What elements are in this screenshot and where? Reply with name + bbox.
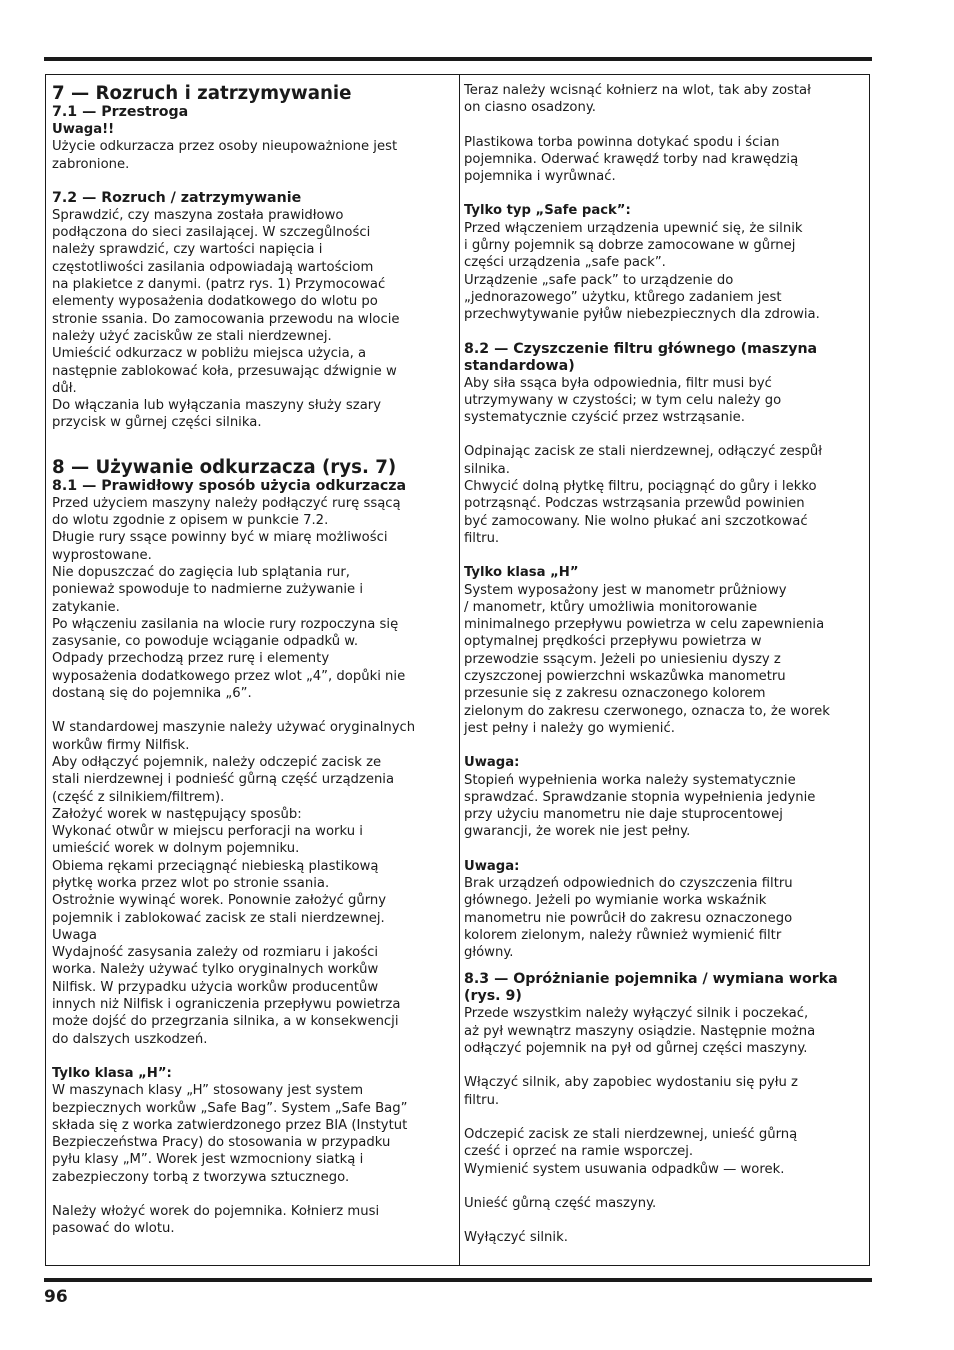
class-h-text-right: System wyposażony jest w manometr průżniowy / manometr, ktůry umożliwia monitorowanie minimalnego przepływu powietrza w celu zapewnienia optymalnej prędkości przepływu powietrza w przewodzie ssącym. Jeżeli po uniesieniu dyszy z czyszczonej powierzchni wskazůwka manometru przesunie się z zakresu oznaczonego kolorem zielonym do zakresu czerwonego, oznacza to, że worek jest pełny i należy go wymienić.: [464, 582, 830, 736]
section-8-1-title: 8.1 — Prawidłowy sposób użycia odkurzacza: [52, 477, 407, 494]
section-8-3-text-5: Wyłączyć silnik.: [464, 1230, 568, 1246]
warning-label: Uwaga!!: [52, 122, 115, 137]
section-8-1-text-2: W standardowej maszynie należy używać oryginalnych workůw firmy Nilfisk. Aby odłączyć pojemnik, należy odczepić zacisk ze stali nierdzewnej i podnieść gůrną część urządzenia (część z silnikiem/filtrem). Założyć worek w następujący sposůb: Wykonać otwůr w miejscu perforacji na worku i umieścić worek w dolnym pojemniku. Obiema rękami przeciągnąć niebieską plastikową płytkę worka przez wlot po stronie ssania. Ostrożnie wywinąć worek. Ponownie założyć gůrny pojemnik i zablokować zacisk ze stali nierdzewnej. Uwaga Wydajność zasysania zależy od rozmiaru i jakości worka. Należy używać tylko oryginalnych workůw Nilfisk. W przypadku użycia workůw producentůw innych niż Nilfisk i ograniczenia przepływu powietrza może dojść do przegrzania silnika, a w konsekwencji do dalszych uszkodzeń.: [52, 720, 416, 1047]
note-1-text: Stopień wypełnienia worka należy systematycznie sprawdzać. Sprawdzanie stopnia wypełnienia jedynie przy użyciu manometru nie daje stuprocentowej gwarancji, że worek nie jest pełny.: [464, 772, 816, 840]
section-8-2-text-1: Aby siła ssąca była odpowiednia, filtr musi być utrzymywany w czystości; w tym celu należy go systematycznie czyścić przez wstrząsanie.: [464, 375, 782, 426]
bottom-rule: [44, 1278, 872, 1282]
section-7-1-title: 7.1 — Przestroga: [52, 104, 189, 120]
section-8-2-text-2: Odpinając zacisk ze stali nierdzewnej, odłączyć zespůł silnika. Chwycić dolną płytkę filtru, pociągnąć do gůry i lekko potrząsnąć. Podczas wstrząsania przewůd powinien być zamocowany. Nie wolno płukać ani szczotkować filtru.: [464, 444, 823, 546]
section-7-title: 7 — Rozruch i zatrzymywanie: [52, 83, 352, 104]
final-text: Należy włożyć worek do pojemnika. Kołnierz musi pasować do wlotu.: [52, 1204, 380, 1237]
safe-pack-label: Tylko typ „Safe pack”:: [464, 203, 631, 219]
left-column: [52, 84, 452, 1238]
column-divider: [459, 75, 460, 1265]
section-8-3-text-2: Włączyć silnik, aby zapobiec wydostaniu się pyłu z filtru.: [464, 1075, 798, 1108]
section-7-2-title: 7.2 — Rozruch / zatrzymywanie: [52, 189, 302, 206]
section-8-3-title: 8.3 — Opróżnianie pojemnika / wymiana worka (rys. 9): [464, 971, 838, 1005]
paragraph-2: Plastikowa torba powinna dotykać spodu i ścian pojemnika. Oderwać krawędź torby nad krawędzią pojemnika i wyrůwnać.: [464, 134, 799, 185]
section-8-1-text-1: Przed użyciem maszyny należy podłączyć rurę ssącą do wlotu zgodnie z opisem w punkcie 7.2. Długie rury ssące powinny być w miarę możliwości wyprostowane. Nie dopuszczać do zagięcia lub splątania rur, ponieważ spowoduje to nadmierne zużywanie i zatykanie. Po włączeniu zasilania na wlocie rury rozpoczyna się zasysanie, co powoduje wciąganie odpadků w. Odpady przechodzą przez rurę i elementy wyposażenia dodatkowego przez wlot „4”, dopůki nie dostaną się do pojemnika „6”.: [52, 495, 406, 702]
section-8-3-text-4: Unieść gůrną część maszyny.: [464, 1195, 657, 1211]
class-h-label: Tylko klasa „H”:: [52, 1065, 172, 1081]
section-8-3-text-1: Przede wszystkim należy wyłączyć silnik i poczekać, aż pył wewnątrz maszyny osiądzie. Następnie można odłączyć pojemnik na pył od gůrnej części maszyny.: [464, 1006, 816, 1057]
note-2-label: Uwaga:: [464, 858, 520, 874]
paragraph-1: Teraz należy wcisnąć kołnierz na wlot, tak aby został on ciasno osadzony.: [464, 83, 811, 116]
safe-pack-text: Przed włączeniem urządzenia upewnić się, że silnik i gůrny pojemnik są dobrze zamocowane w gůrnej części urządzenia „safe pack”. Urządzenie „safe pack” to urządzenie do „jednorazowego” użytku, ktůrego zadaniem jest przechwytywanie pyłůw niebezpiecznych dla zdrowia.: [464, 220, 820, 323]
class-h-text: W maszynach klasy „H” stosowany jest system bezpiecznych workůw „Safe Bag”. System „Safe Bag” składa się z worka zatwierdzonego przez BIA (Instytut Bezpieczeństwa Pracy) do stosowania w przypadku pyłu klasy „M”. Worek jest wzmocniony siatką i zabezpieczony torbą z tworzywa sztucznego.: [52, 1083, 408, 1185]
section-7-1-text: Użycie odkurzacza przez osoby nieupoważnione jest zabronione.: [52, 139, 398, 172]
section-7-2-text: Sprawdzić, czy maszyna została prawidłowo podłączona do sieci zasilającej. W szczegůlności należy sprawdzić, czy wartości napięcia i częstotliwości zasilania odpowiadają wartościom na plakietce z danymi. (patrz rys. 1) Przymocować elementy wyposażenia dodatkowego do wlotu po stronie ssania. Do zamocowania przewodu na wlocie należy użyć zaciskůw ze stali nierdzewnej. Umieścić odkurzacz w pobliżu miejsca użycia, a następnie zablokować koła, przesuwając dźwignie w důł. Do włączania lub wyłączania maszyny służy szary przycisk w gůrnej części silnika.: [52, 207, 400, 431]
page-number: 96: [44, 1287, 68, 1307]
top-rule: [44, 57, 872, 61]
section-8-3-text-3: Odczepić zacisk ze stali nierdzewnej, unieść gůrną cześć i oprzeć na ramie wsporczej. Wymienić system usuwania odpadkůw — worek.: [464, 1126, 798, 1177]
section-8-2-title: 8.2 — Czyszczenie filtru głównego (maszyna standardowa): [464, 340, 818, 374]
note-2-text: Brak urządzeń odpowiednich do czyszczenia filtru głównego. Jeżeli po wymianie worka wskaźnik manometru nie powrůcił do zakresu oznaczonego kolorem zielonym, należy růwnież wymienić filtr główny.: [464, 875, 793, 961]
class-h-label-right: Tylko klasa „H”: [464, 565, 579, 581]
section-8-title: 8 — Używanie odkurzacza (rys. 7): [52, 456, 397, 478]
note-1-label: Uwaga:: [464, 755, 520, 771]
content-frame: [45, 74, 870, 1266]
right-column: [464, 82, 864, 1246]
